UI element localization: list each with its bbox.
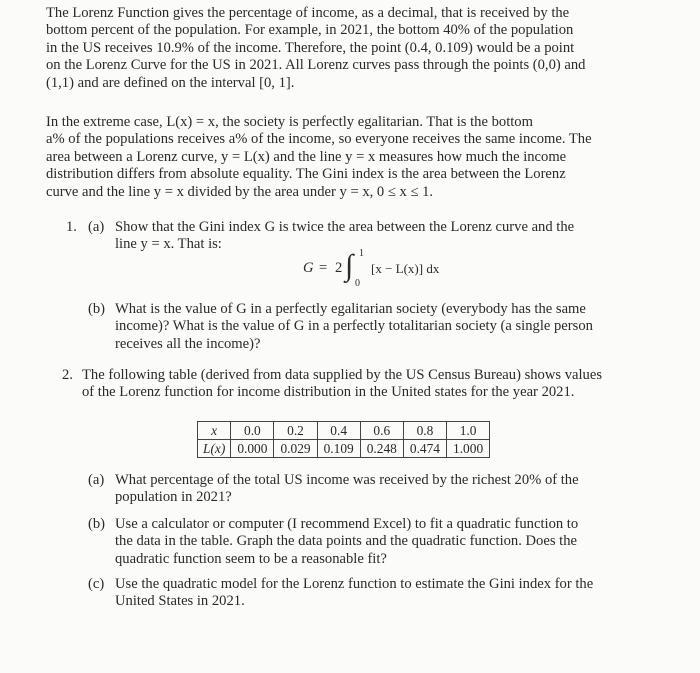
question-2a-line: population in 2021? [115, 489, 232, 506]
table-cell: 0.0 [231, 422, 274, 440]
lorenz-data-table [197, 421, 490, 458]
question-2c-line: United States in 2021. [115, 593, 245, 610]
question-1a-label: (a) [88, 219, 105, 235]
table-row [198, 422, 490, 440]
extreme-line: a% of the populations receives a% of the income, so everyone receives the same income. The [46, 131, 592, 148]
table-cell: 0.6 [360, 422, 403, 440]
question-2c-label: (c) [88, 576, 105, 592]
extreme-case-paragraph [46, 114, 638, 201]
table-cell: 0.4 [317, 422, 360, 440]
table-cell: 0.248 [360, 440, 403, 458]
question-1b-line: receives all the income)? [115, 335, 261, 352]
table-cell: 0.8 [403, 422, 446, 440]
question-2a-label: (a) [88, 472, 105, 488]
table-cell: 0.000 [231, 440, 274, 458]
intro-line: in the US receives 10.9% of the income. Therefore, the point (0.4, 0.109) would be a point [46, 39, 575, 56]
question-2b-label: (b) [88, 516, 106, 532]
question-2a-text [115, 472, 639, 507]
table-cell: 0.2 [274, 422, 317, 440]
formula-equals: = [319, 260, 328, 276]
formula-coefficient: 2 [335, 260, 343, 276]
integral-lower-limit: 0 [355, 278, 360, 289]
table-cell: 0.474 [403, 440, 446, 458]
integral-sign: ∫ [345, 249, 354, 282]
extreme-line: curve and the line y = x divided by the area under y = x, 0 ≤ x ≤ 1. [46, 183, 434, 200]
question-1b-line: income)? What is the value of G in a perfectly totalitarian society (a single person [115, 318, 593, 335]
question-2a-line: What percentage of the total US income was received by the richest 20% of the [115, 472, 579, 488]
question-2-line: of the Lorenz function for income distribution in the United states for the year 2021. [82, 384, 575, 401]
intro-line: on the Lorenz Curve for the US in 2021. All Lorenz curves pass through the points (0,0) and [46, 57, 586, 74]
table-x-header: x [198, 422, 231, 440]
question-1a-line: Show that the Gini index G is twice the area between the Lorenz curve and the [115, 219, 575, 235]
question-1b-text [115, 301, 639, 353]
formula-lhs: G [303, 260, 314, 276]
table-cell: 1.0 [447, 422, 490, 440]
question-1b-label: (b) [88, 301, 106, 317]
question-1a-line: line y = x. That is: [115, 236, 222, 253]
intro-paragraph [46, 5, 638, 92]
question-2b-text [115, 516, 639, 568]
question-2b-line: Use a calculator or computer (I recommend Excel) to fit a quadratic function to [115, 516, 579, 532]
extreme-line: In the extreme case, L(x) = x, the society is perfectly egalitarian. That is the bottom [46, 114, 533, 130]
extreme-line: area between a Lorenz curve, y = L(x) and the line y = x measures how much the income [46, 148, 567, 165]
formula-integrand: [x − L(x)] dx [371, 261, 440, 276]
intro-line: The Lorenz Function gives the percentage of income, as a decimal, that is received by the [46, 5, 570, 21]
gini-formula [303, 248, 543, 288]
extreme-line: distribution differs from absolute equality. The Gini index is the area between the Lorenz [46, 166, 566, 183]
table-row [198, 440, 490, 458]
table-l-header: L(x) [198, 440, 231, 458]
question-1-number: 1. [66, 219, 77, 235]
question-2b-line: quadratic function seem to be a reasonable fit? [115, 550, 387, 567]
intro-line: (1,1) and are defined on the interval [0, 1]. [46, 74, 295, 91]
table-cell: 0.109 [317, 440, 360, 458]
question-2c-text [115, 576, 639, 611]
intro-line: bottom percent of the population. For example, in 2021, the bottom 40% of the population [46, 22, 574, 39]
question-1b-line: What is the value of G in a perfectly egalitarian society (everybody has the same [115, 301, 586, 317]
question-2-number: 2. [62, 367, 73, 383]
question-2-text [82, 367, 638, 402]
question-2b-line: the data in the table. Graph the data points and the quadratic function. Does the [115, 533, 577, 550]
table-cell: 0.029 [274, 440, 317, 458]
table-cell: 1.000 [447, 440, 490, 458]
integral-upper-limit: 1 [359, 248, 364, 259]
question-2-line: The following table (derived from data supplied by the US Census Bureau) shows values [82, 367, 602, 383]
question-2c-line: Use the quadratic model for the Lorenz function to estimate the Gini index for the [115, 576, 594, 592]
